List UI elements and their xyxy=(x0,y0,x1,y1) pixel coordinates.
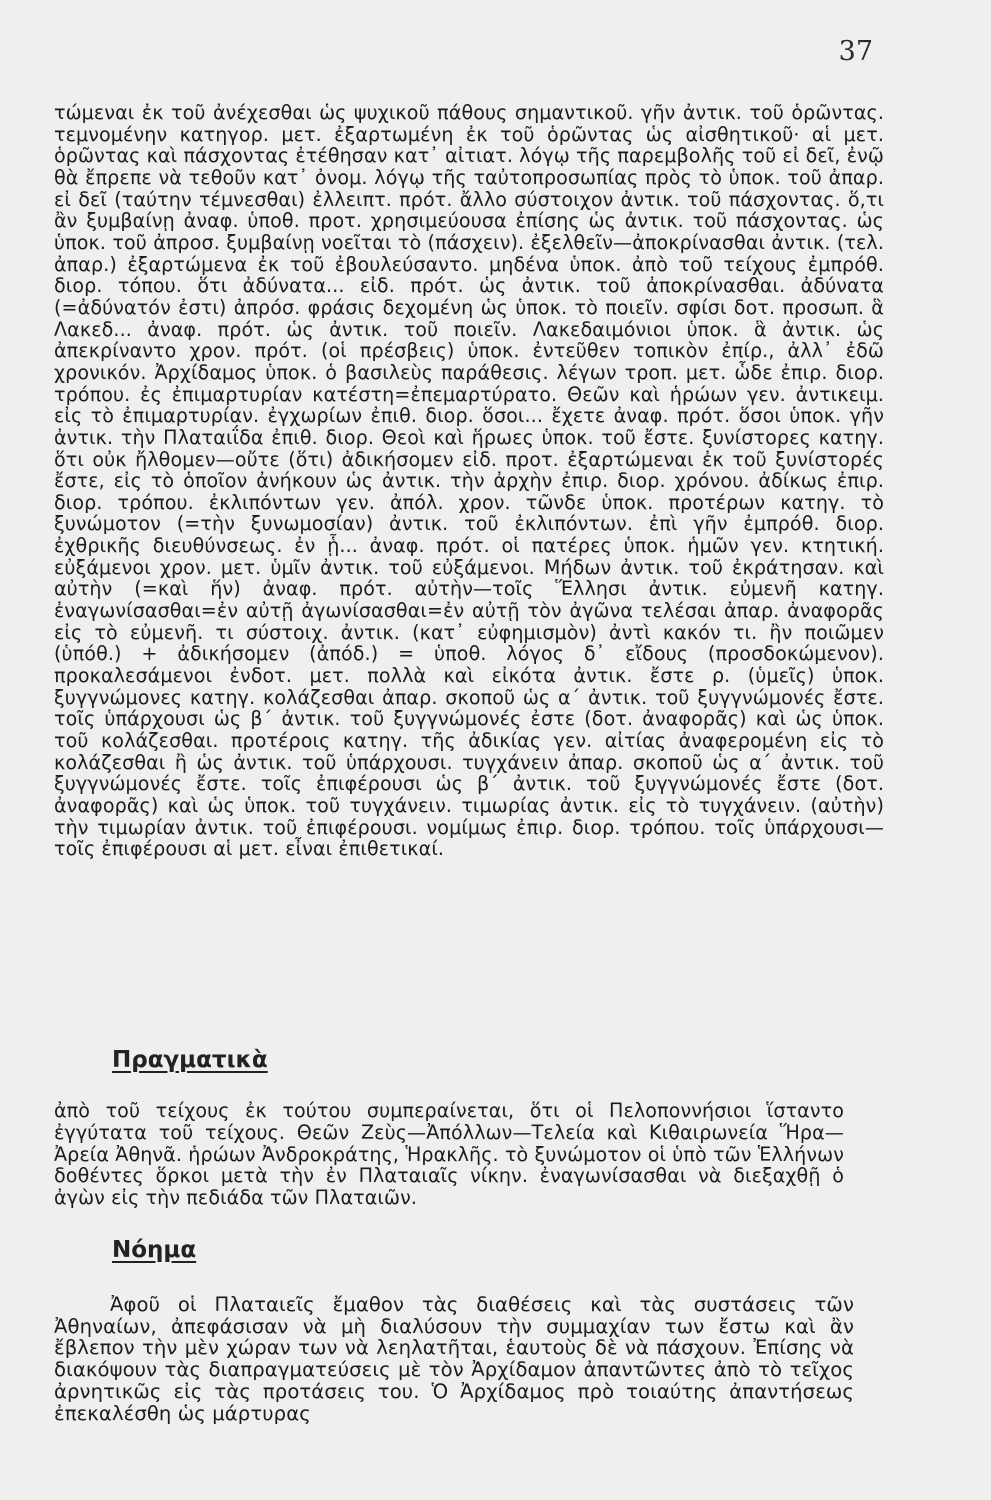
pragmatika-section xyxy=(54,1100,844,1209)
noima-paragraph: Ἀφοῦ οἱ Πλαταιεῖς ἔμαθον τὰς διαθέσεις καὶ τὰς συστάσεις τῶν Ἀθηναίων, ἀπεφάσισαν νὰ μὴ διαλύσουν τὴν συμμαχίαν των ἔστω καὶ ἂν ἔβλεπον τὴν μὲν χώραν των νὰ λεηλατῆται, ἑαυτοὺς δὲ νὰ πάσχουν. Ἐπίσης νὰ διακόψουν τὰς διαπραγματεύσεις μὲ τὸν Ἀρχίδαμον ἀπαντῶντες ἀπὸ τὸ τεῖχος ἀρνητικῶς εἰς τὰς προτάσεις του. Ὁ Ἀρχίδαμος πρὸ τοιαύτης ἀπαντήσεως ἐπεκαλέσθη ὡς μάρτυρας xyxy=(54,1293,854,1425)
noima-section xyxy=(54,1294,854,1424)
section-heading-pragmatika: Πραγματικὰ xyxy=(112,1047,268,1073)
pragmatika-paragraph: ἀπὸ τοῦ τείχους ἐκ τούτου συμπεραίνεται, ὅτι οἱ Πελοποννήσιοι ἵσταντο ἐγγύτατα τοῦ τείχους. Θεῶν Ζεὺς—Ἀπόλλων—Τελεία καὶ Κιθαιρωνεία Ἥρα—Ἀρεία Ἀθηνᾶ. ἡρώων Ἀνδροκράτης, Ἡρακλῆς. τὸ ξυνώμοτον οἱ ὑπὸ τῶν Ἑλλήνων δοθέντες ὅρκοι μετὰ τὴν ἐν Πλαταιαῖς νίκην. ἐναγωνίσασθαι νὰ διεξαχθῇ ὁ ἀγὼν εἰς τὴν πεδιάδα τῶν Πλαταιῶν. xyxy=(54,1099,844,1210)
notes-paragraph: τώμεναι ἐκ τοῦ ἀνέχεσθαι ὡς ψυχικοῦ πάθους σημαντικοῦ. γῆν ἀντικ. τοῦ ὁρῶντας. τεμνομένην κατηγορ. μετ. ἐξαρτωμένη ἐκ τοῦ ὁρῶντας ὡς αἰσθητικοῦ· αἱ μετ. ὁρῶντας καὶ πάσχοντας ἐτέθησαν κατ᾽ αἰτιατ. λόγῳ τῆς παρεμβολῆς τοῦ εἰ δεῖ, ἐνῷ θὰ ἔπρεπε νὰ τεθοῦν κατ᾽ ὀνομ. λόγῳ τῆς ταὐτοπροσωπίας πρὸς τὸ ὑποκ. τοῦ ἀπαρ. εἰ δεῖ (ταύτην τέμνεσθαι) ἐλλειπτ. πρότ. ἄλλο σύστοιχον ἀντικ. τοῦ πάσχοντας. ὅ,τι ἂν ξυμβαίνῃ ἀναφ. ὑποθ. προτ. χρησιμεύουσα ἐπίσης ὡς ἀντικ. τοῦ πάσχοντας. ὡς ὑποκ. τοῦ ἀπροσ. ξυμβαίνῃ νοεῖται τὸ (πάσχειν). ἐξελθεῖν—ἀποκρίνασθαι ἀντικ. (τελ. ἀπαρ.) ἐξαρτώμενα ἐκ τοῦ ἐβουλεύσαντο. μηδένα ὑποκ. ἀπὸ τοῦ τείχους ἐμπρόθ. διορ. τόπου. ὅτι ἀδύνατα... εἰδ. πρότ. ὡς ἀντικ. τοῦ ἀποκρίνασθαι. ἀδύνατα (=ἀδύνατόν ἐστι) ἀπρόσ. φράσις δεχομένη ὡς ὑποκ. τὸ ποιεῖν. σφίσι δοτ. προσωπ. ἃ Λακεδ... ἀναφ. πρότ. ὡς ἀντικ. τοῦ ποιεῖν. Λακεδαιμόνιοι ὑποκ. ἃ ἀντικ. ὡς ἀπεκρίναντο χρον. πρότ. (οἱ πρέσβεις) ὑποκ. ἐντεῦθεν τοπικὸν ἐπίρ., ἀλλ᾽ ἐδῶ χρονικόν. Ἀρχίδαμος ὑποκ. ὁ βασιλεὺς παράθεσις. λέγων τροπ. μετ. ὧδε ἐπιρ. διορ. τρόπου. ἐς ἐπιμαρτυρίαν κατέστη=ἐπεμαρτύρατο. Θεῶν καὶ ἡρώων γεν. ἀντικειμ. εἰς τὸ ἐπιμαρτυρίαν. ἐγχωρίων ἐπιθ. διορ. ὅσοι... ἔχετε ἀναφ. πρότ. ὅσοι ὑποκ. γῆν ἀντικ. τὴν Πλαταιΐδα ἐπιθ. διορ. Θεοὶ καὶ ἥρωες ὑποκ. τοῦ ἔστε. ξυνίστορες κατηγ. ὅτι οὐκ ἤλθομεν—οὔτε (ὅτι) ἀδικήσομεν εἰδ. προτ. ἐξαρτώμεναι ἐκ τοῦ ξυνίστορές ἔστε, εἰς τὸ ὁποῖον ἀνήκουν ὡς ἀντικ. τὴν ἀρχὴν ἐπιρ. διορ. χρόνου. ἀδίκως ἐπιρ. διορ. τρόπου. ἐκλιπόντων γεν. ἀπόλ. χρον. τῶνδε ὑποκ. προτέρων κατηγ. τὸ ξυνώμοτον (=τὴν ξυνωμοσίαν) ἀντικ. τοῦ ἐκλιπόντων. ἐπὶ γῆν ἐμπρόθ. διορ. ἐχθρικῆς διευθύνσεως. ἐν ᾗ... ἀναφ. πρότ. οἱ πατέρες ὑποκ. ἡμῶν γεν. κτητική. εὐξάμενοι χρον. μετ. ὑμῖν ἀντικ. τοῦ εὐξάμενοι. Μήδων ἀντικ. τοῦ ἐκράτησαν. καὶ αὐτὴν (=καὶ ἥν) ἀναφ. πρότ. αὐτὴν—τοῖς Ἕλλησι ἀντικ. εὐμενῆ κατηγ. ἐναγωνίσασθαι=ἐν αὐτῇ ἀγωνίσασθαι=ἐν αὐτῇ τὸν ἀγῶνα τελέσαι ἀπαρ. ἀναφορᾶς εἰς τὸ εὐμενῆ. τι σύστοιχ. ἀντικ. (κατ᾽ εὐφημισμὸν) ἀντὶ κακόν τι. ἢν ποιῶμεν (ὑπόθ.) + ἀδικήσομεν (ἀπόδ.) = ὑποθ. λόγος δ᾽ εἴδους (προσδοκώμενον). προκαλεσάμενοι ἐνδοτ. μετ. πολλὰ καὶ εἰκότα ἀντικ. ἔστε ρ. (ὑμεῖς) ὑποκ. ξυγγνώμονες κατηγ. κολάζεσθαι ἀπαρ. σκοποῦ ὡς α΄ ἀντικ. τοῦ ξυγγνώμονές ἔστε. τοῖς ὑπάρχουσι ὡς β΄ ἀντικ. τοῦ ξυγγνώμονές ἐστε (δοτ. ἀναφορᾶς) καὶ ὡς ὑποκ. τοῦ κολάζεσθαι. προτέροις κατηγ. τῆς ἀδικίας γεν. αἰτίας ἀναφερομένη εἰς τὸ κολάζεσθαι ἢ ὡς ἀντικ. τοῦ ὑπάρχουσι. τυγχάνειν ἀπαρ. σκοποῦ ὡς α΄ ἀντικ. τοῦ ξυγγνώμονές ἔστε. τοῖς ἐπιφέρουσι ὡς β΄ ἀντικ. τοῦ ξυγγνώμονές ἔστε (δοτ. ἀναφορᾶς) καὶ ὡς ὑποκ. τοῦ τυγχάνειν. τιμωρίας ἀντικ. εἰς τὸ τυγχάνειν. (αὐτὴν) τὴν τιμωρίαν ἀντικ. τοῦ ἐπιφέρουσι. νομίμως ἐπιρ. διορ. τρόπου. τοῖς ὑπάρχουσι—τοῖς ἐπιφέρουσι αἱ μετ. εἶναι ἐπιθετικαί. xyxy=(54,101,884,861)
page-number: 37 xyxy=(838,36,873,67)
section-heading-noima: Νόημα xyxy=(112,1237,197,1263)
grammar-notes xyxy=(54,102,884,860)
